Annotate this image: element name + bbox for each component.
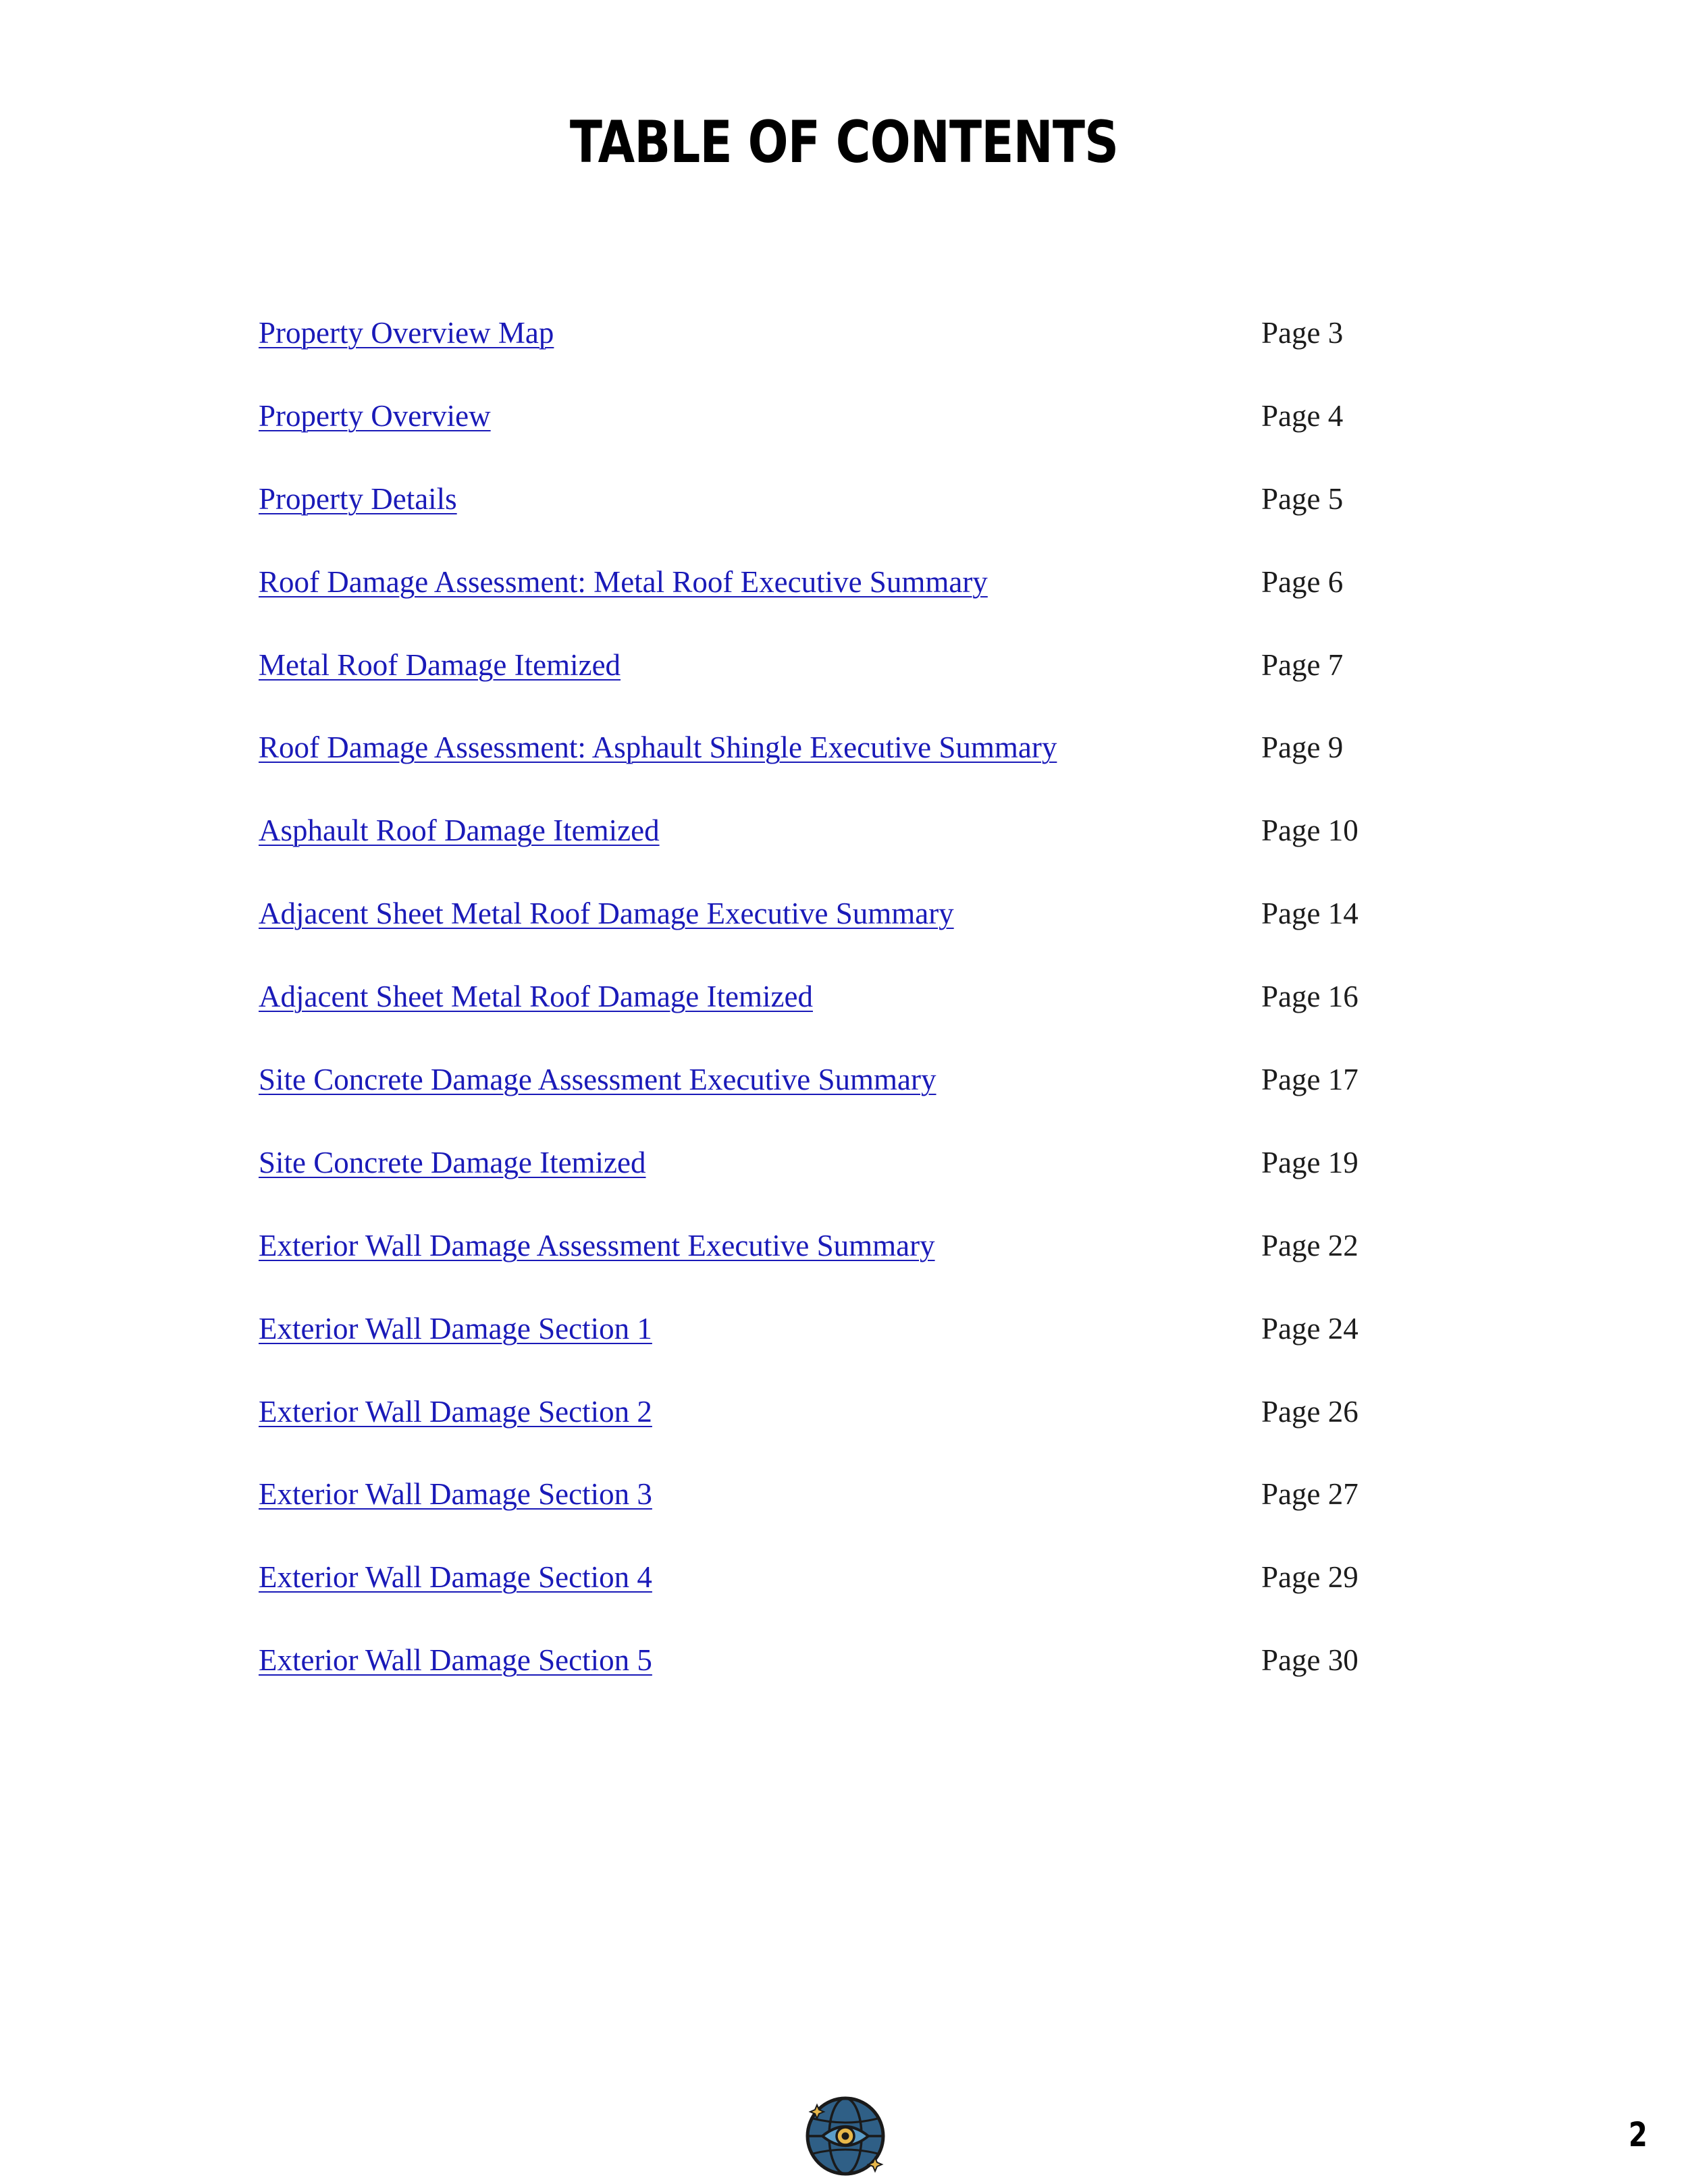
toc-entry [259,980,1440,1063]
toc-entry [259,897,1440,980]
toc-entry [259,1477,1440,1560]
toc-page-number: Page 3 [1261,316,1344,350]
toc-entry [259,1229,1440,1312]
toc-page-number: Page 30 [1261,1643,1359,1678]
toc-link[interactable]: Metal Roof Damage Itemized [259,647,621,682]
toc-page-number: Page 22 [1261,1228,1359,1262]
toc-page-number: Page 6 [1261,564,1344,599]
toc-link[interactable]: Asphault Roof Damage Itemized [259,814,660,848]
toc-page-number: Page 24 [1261,1311,1359,1346]
toc-link[interactable]: Exterior Wall Damage Assessment Executive Summary [259,1228,935,1262]
toc-link[interactable]: Exterior Wall Damage Section 4 [259,1560,652,1595]
toc-link[interactable]: Property Overview [259,398,491,433]
toc-page-number: Page 9 [1261,730,1344,765]
globe-eye-icon [803,2094,887,2178]
toc-link[interactable]: Roof Damage Assessment: Asphault Shingle Executive Summary [259,730,1057,765]
toc-page-number: Page 14 [1261,897,1359,931]
toc-page-number: Page 10 [1261,814,1359,848]
toc-entry [259,399,1440,482]
toc-link[interactable]: Exterior Wall Damage Section 5 [259,1643,652,1678]
toc-page-number: Page 29 [1261,1560,1359,1595]
toc-page-number: Page 7 [1261,647,1344,682]
toc-link[interactable]: Adjacent Sheet Metal Roof Damage Executive Summary [259,897,954,931]
toc-page-number: Page 4 [1261,398,1344,433]
toc-entry [259,1312,1440,1395]
toc-entry [259,1146,1440,1229]
toc-link[interactable]: Exterior Wall Damage Section 2 [259,1394,652,1429]
toc-entry [259,1395,1440,1478]
toc-entry [259,565,1440,648]
toc-link[interactable]: Property Details [259,481,457,516]
toc-link[interactable]: Site Concrete Damage Itemized [259,1145,646,1179]
toc-link[interactable]: Adjacent Sheet Metal Roof Damage Itemized [259,980,813,1014]
toc-page-number: Page 26 [1261,1394,1359,1429]
toc-entry [259,814,1440,897]
table-of-contents [259,316,1440,1726]
toc-page-number: Page 5 [1261,481,1344,516]
toc-entry [259,648,1440,731]
page-number: 2 [1629,2115,1647,2154]
toc-link[interactable]: Site Concrete Damage Assessment Executive Summary [259,1063,937,1097]
toc-link[interactable]: Roof Damage Assessment: Metal Roof Executive Summary [259,564,988,599]
toc-link[interactable]: Exterior Wall Damage Section 3 [259,1477,652,1512]
toc-link[interactable]: Exterior Wall Damage Section 1 [259,1311,652,1346]
toc-entry [259,730,1440,814]
toc-page-number: Page 27 [1261,1477,1359,1512]
toc-entry [259,1063,1440,1146]
toc-entry [259,316,1440,399]
toc-page-number: Page 19 [1261,1145,1359,1179]
toc-entry [259,482,1440,565]
toc-page-number: Page 16 [1261,980,1359,1014]
page-title: TABLE OF CONTENTS [569,109,1119,176]
toc-page-number: Page 17 [1261,1063,1359,1097]
toc-link[interactable]: Property Overview Map [259,316,554,350]
toc-entry [259,1560,1440,1643]
toc-entry [259,1643,1440,1726]
